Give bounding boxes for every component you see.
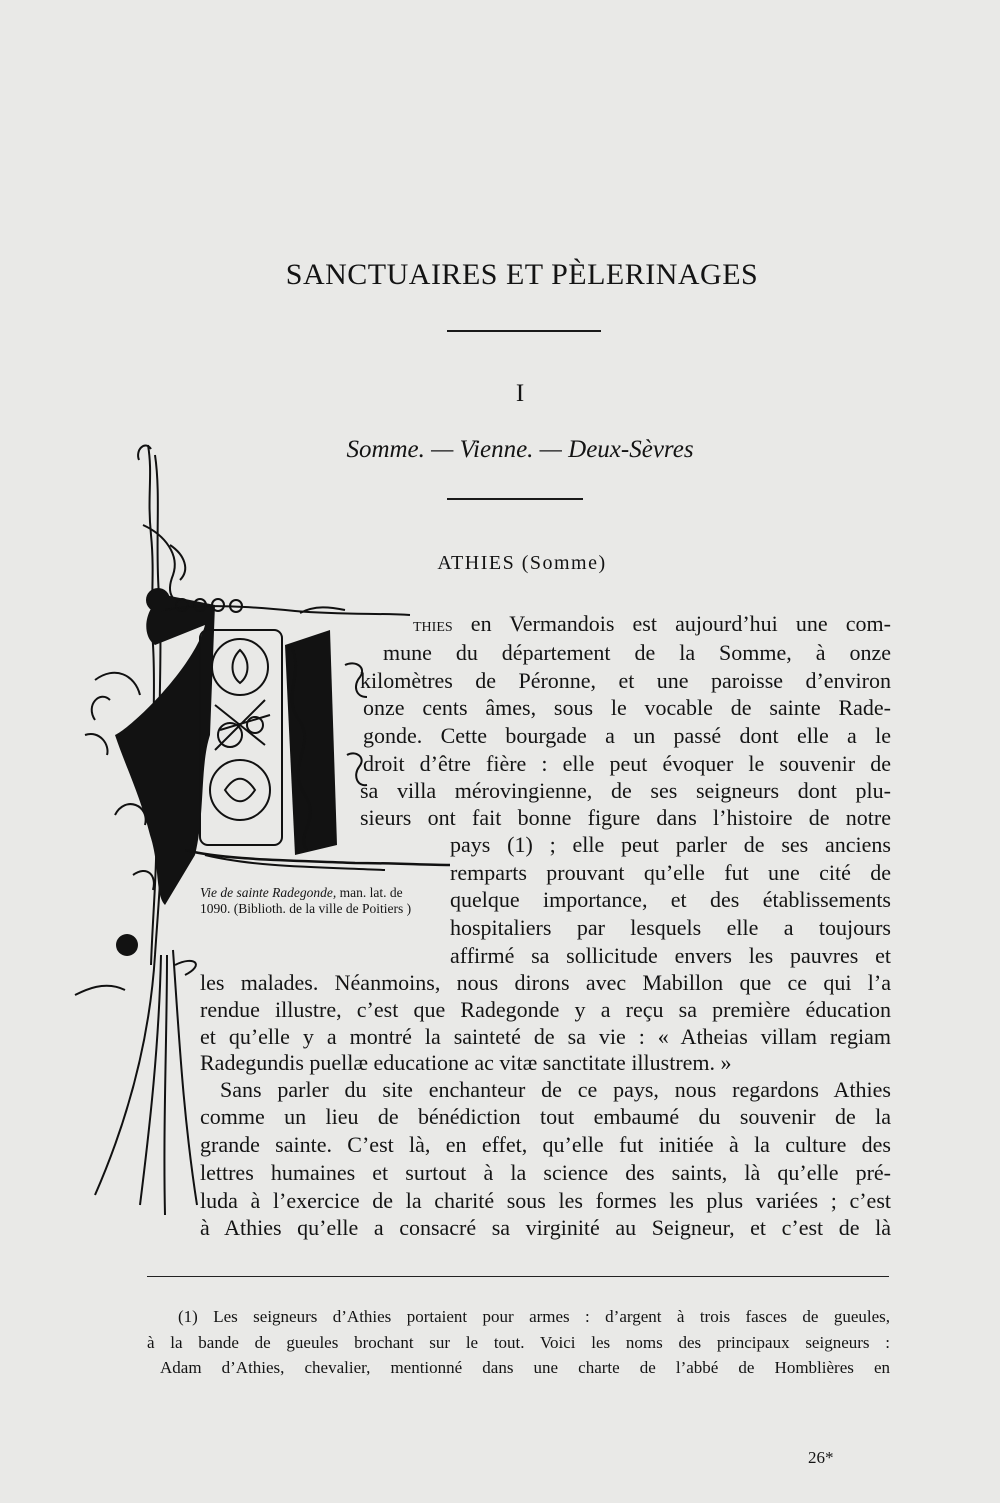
body-line-6: droit d’être fière : elle peut évoquer le souvenir de [363, 751, 891, 776]
body-line-8: sieurs ont fait bonne figure dans l’histoire de notre [360, 805, 891, 830]
body-line-17: Radegundis puellæ educatione ac vitæ sanctitate illustrem. » [200, 1050, 732, 1075]
regions-rule [447, 498, 583, 500]
body-line-12: hospitaliers par lesquels elle a toujours [450, 915, 891, 940]
body-line-16: et qu’elle y a montré la sainteté de sa vie : « Atheias villam regiam [200, 1024, 891, 1049]
page-folio: 26* [808, 1448, 834, 1467]
body-line-15: rendue illustre, c’est que Radegonde y a reçu sa première éducation [200, 997, 891, 1022]
body-line-5: gonde. Cette bourgade a un passé dont elle a le [363, 723, 891, 748]
body-line-21: lettres humaines et surtout à la science des saints, là qu’elle pré- [200, 1160, 891, 1185]
section-heading: ATHIES (Somme) [437, 552, 607, 574]
footnote-rule [147, 1276, 889, 1277]
body-line-10: remparts prouvant qu’elle fut une cité de [450, 860, 891, 885]
body-line-14: les malades. Néanmoins, nous dirons avec Mabillon que ce qui l’a [200, 970, 891, 995]
footnote-line-3: Adam d’Athies, chevalier, mentionné dans une charte de l’abbé de Homblières en [160, 1358, 890, 1377]
body-line-19: comme un lieu de bénédiction tout embaumé du souvenir de la [200, 1104, 891, 1129]
body-line-18: Sans parler du site enchanteur de ce pays, nous regardons Athies [220, 1077, 891, 1102]
body-line-23: à Athies qu’elle a consacré sa virginité au Seigneur, et c’est de là [200, 1215, 891, 1240]
body-line-9: pays (1) ; elle peut parler de ses anciens [450, 832, 891, 857]
body-line-11: quelque importance, et des établissements [450, 887, 891, 912]
drop-cap-rest: thies [413, 614, 453, 636]
body-line-2: mune du département de la Somme, à onze [383, 640, 891, 665]
figure-caption: Vie de sainte Radegonde, man. lat. de 1090. (Biblioth. de la ville de Poitiers ) [200, 885, 412, 916]
page-title: SANCTUAIRES ET PÈLERINAGES [285, 258, 759, 291]
footnote-line-1: (1) Les seigneurs d’Athies portaient pour armes : d’argent à trois fasces de gueules, [178, 1307, 890, 1326]
body-line-7: sa villa mérovingienne, de ses seigneurs dont plu- [360, 778, 891, 803]
body-line-20: grande sainte. C’est là, en effet, qu’elle fut initiée à la culture des [200, 1132, 891, 1157]
chapter-numeral: I [515, 380, 525, 407]
body-line-22: luda à l’exercice de la charité sous les formes les plus variées ; c’est [200, 1188, 891, 1213]
title-rule [447, 330, 601, 332]
footnote-line-2: à la bande de gueules brochant sur le tout. Voici les noms des principaux seigneurs : [147, 1333, 890, 1352]
chapter-regions: Somme. — Vienne. — Deux-Sèvres [346, 436, 694, 463]
body-line-3: kilomètres de Péronne, et une paroisse d’environ [360, 668, 891, 693]
body-line-1: thies en Vermandois est aujourd’hui une com- [413, 611, 891, 636]
body-line-4: onze cents âmes, sous le vocable de sainte Rade- [363, 695, 891, 720]
body-line-13: affirmé sa sollicitude envers les pauvres et [450, 943, 891, 968]
